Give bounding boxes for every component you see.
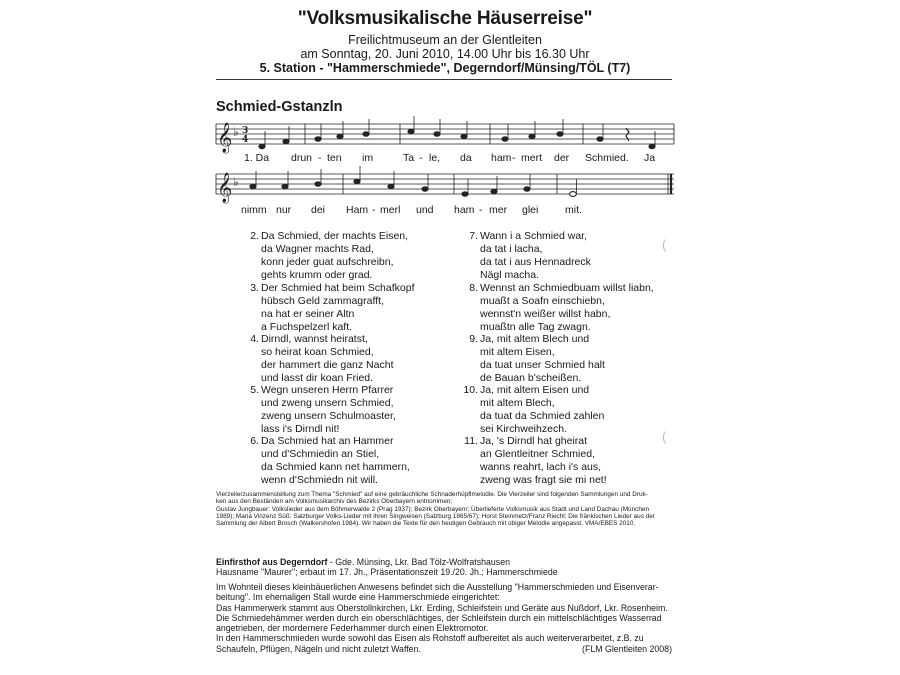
svg-text:3: 3 [242,126,249,136]
info-heading: Einfirsthof aus Degerndorf - Gde. Münsing, Lkr. Bad Tölz-Wolfratshausen Hausname "Maurer"; erbaut im 17. Jh., Präsentationszeit 19./20. Jh.; Hammerschmiede [216,557,558,578]
song-title: Schmied-Gstanzln [216,99,343,115]
verse-6: 6. Da Schmied hat an Hammer und d'Schmiedin an Stiel, da Schmied kann net hammern, wenn d'Schmiedn nit will. [250,435,410,486]
header-station: 5. Station - "Hammerschmiede", Degerndorf/Münsing/TÖL (T7) [259,61,631,75]
svg-text:♭: ♭ [233,125,239,139]
verse-3: 3. Der Schmied hat beim Schafkopf hübsch Geld zammagrafft, na hat er seiner Altn a Fuchspelzerl kaft. [250,282,415,333]
page-title: "Volksmusikalische Häuserreise" [297,8,593,29]
svg-text:𝄞: 𝄞 [217,173,233,203]
header-museum: Freilichtmuseum an der Glentleiten [348,33,542,47]
info-body: Im Wohnteil dieses kleinbäuerlichen Anwesens befindet sich die Ausstellung "Hammerschmieden und Eisenverar- beitung". Im ehemaligen Stall wurde eine Hammerschmiede eingerichtet: Das Hammerwerk stammt aus Oberstollnkirchen, Lkr. Erding, Schleifstein und Geräte aus Nußdorf, Lkr. Rosenheim. Die Schmiedehämmer werden durch ein oberschlächtiges, der Schleifstein durch ein mittelschlächtiges Wasserrad angetrieben, der mordernere Federhammer durch einen Elektromotor. In den Hammerschmieden wurde sowohl das Eisen als Rohstoff aufbereitet als auch weiterverarbeitet, z.B. zu Schaufeln, Pflügen, Nägeln und nicht zuletzt Waffen. [216,582,668,654]
verse-5: 5. Wegn unseren Herrn Pfarrer und zweng unsern Schmied, zweng unsern Schulmoaster, lass i's Dirndl nit! [250,384,396,435]
verse-9: 9. Ja, mit altem Blech und mit altem Eisen, da tuat unser Schmied halt de Bauan b'scheißen. [469,333,605,384]
scan-mark: ( [662,237,667,252]
info-credit: (FLM Glentleiten 2008) [582,644,672,654]
scan-mark: ( [662,429,667,444]
source-note: Vierzeilerzusammenstellung zum Thema "Schmied" auf eine gebräuchliche Schnaderhüpflmelodie. Die Vierzeiler sind folgenden Sammlungen und Druk- ken aus den Beständen am Volksmusikarchiv des Bezirks Oberbayern entnommen: Gustav Jungbauer: Volkslieder aus dem Böhmerwalde 2 (Prag 1937); Bezirk Oberbayern: Überlieferte Volksmusik aus Stadt und Land Dachau (München 1989); Maria Vinzenz Süß: Salzburger Volks-Lieder mit ihren Singweisen (Salzburg 1865/67); Horst Steinmetz/Franz Riechl: Die fränkischen Lieder aus der Sammlung der Albert Brosch (Walkershofen 1984). Wir haben die Texte für den heutigen Gebrauch mit obiger Melodie angepasst. VMA/EBES 2010. [216,491,655,528]
svg-text:♭: ♭ [233,175,239,189]
lyrics-line-2: nimm nur dei Ham - merl und ham - mer glei mit. [241,204,582,216]
header-date: am Sonntag, 20. Juni 2010, 14.00 Uhr bis 16.30 Uhr [300,47,590,61]
lyrics-line-1: 1. Da drun - ten im Ta - le, da ham - mert der Schmied. Ja [244,152,656,164]
verse-11: 11. Ja, 's Dirndl hat gheirat an Glentleitner Schmied, wanns reahrt, lach i's aus, zweng was fragt sie mi net! [464,435,607,486]
verse-2: 2. Da Schmied, der machts Eisen, da Wagner machts Rad, konn jeder guat aufschreibn, gehts krumm oder grad. [250,230,409,281]
verse-7: 7. Wann i a Schmied war, da tat i lacha, da tat i aus Hennadreck Nägl macha. [469,230,591,281]
verse-8: 8. Wennst an Schmiedbuam willst liabn, muaßt a Soafn einschiebn, wennst'n weißer willst habn, muaßtn alle Tag zwagn. [469,282,654,333]
svg-text:4: 4 [242,135,249,145]
music-notation [0,0,900,230]
verse-4: 4. Dirndl, wannst heiratst, so heirat koan Schmied, der hammert die ganz Nacht und lasst dir koan Fried. [250,333,394,384]
verse-10: 10. Ja, mit altem Eisen und mit altem Blech, da tuat da Schmied zahlen sei Kirchweihzech. [463,384,605,435]
notes-staff-2 [250,166,577,196]
svg-text:𝄞: 𝄞 [217,123,233,153]
